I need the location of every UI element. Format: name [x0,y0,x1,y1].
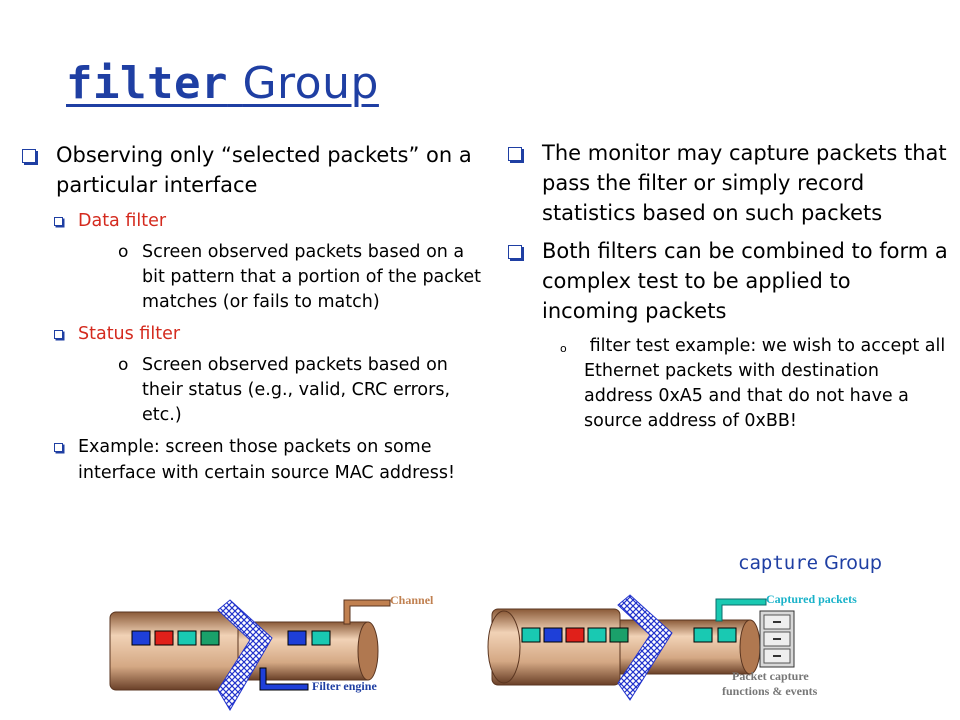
example-item [22,434,492,486]
small-square-bullet-icon [54,443,63,452]
file-cabinet-icon [760,611,794,667]
packet-icon [610,628,628,642]
packet-icon [155,631,173,645]
o-bullet-icon: o [118,355,129,375]
channel-label: Channel [390,593,434,607]
status-filter-description [22,353,492,428]
filter-test-example [508,334,951,434]
packet-icon [201,631,219,645]
packet-icon [694,628,712,642]
small-square-bullet-icon [54,330,63,339]
channel-arrow-icon [344,600,390,624]
capture-diagram [480,585,880,710]
packet-icon [522,628,540,642]
title-filter-keyword: filter [66,58,228,109]
left-column [22,140,492,492]
packet-icon [312,631,330,645]
o-bullet-icon: o [118,242,129,262]
filter-test-example-text: filter test example: we wish to accept all Ethernet packets with destination address 0xA5 and that do not have a source address of 0xBB! [584,336,951,431]
packet-icon [544,628,562,642]
right-bullet-monitor-text: The monitor may capture packets that pass the filter or simply record statistics based on such packets [542,141,947,225]
square-bullet-icon [508,147,522,161]
page-title [66,58,379,109]
right-column [508,138,951,434]
packet-icon [588,628,606,642]
example-text: Example: screen those packets on some interface with certain source MAC address! [78,437,455,483]
capture-functions-label-line1: Packet capture [732,669,809,683]
capture-pipe-mouth [488,611,520,683]
right-bullet-monitor [508,138,948,228]
right-bullet-combined [508,236,948,326]
capture-keyword: capture [738,552,819,574]
status-filter-item [22,321,492,347]
status-filter-label: Status filter [78,324,181,344]
packet-icon [288,631,306,645]
filter-engine-diagram [100,590,480,715]
left-bullet-observing [22,140,492,200]
status-filter-description-text: Screen observed packets based on their status (e.g., valid, CRC errors, etc.) [142,355,451,425]
capture-functions-label-line2: functions & events [722,684,818,698]
data-filter-label: Data filter [78,211,167,231]
large-pipe-section [110,612,238,690]
square-bullet-icon [22,149,36,163]
left-bullet-observing-text: Observing only “selected packets” on a particular interface [56,143,472,197]
packet-icon [566,628,584,642]
packet-icon [718,628,736,642]
packet-icon [178,631,196,645]
right-bullet-combined-text: Both filters can be combined to form a complex test to be applied to incoming packets [542,239,948,323]
packet-icon [132,631,150,645]
capture-group-word: Group [824,552,882,574]
filter-engine-label: Filter engine [312,679,377,693]
square-bullet-icon [508,245,522,259]
captured-arrow-icon [716,599,766,621]
title-group-word: Group [242,58,379,109]
pipe-end [358,622,378,680]
data-filter-item [22,208,492,234]
data-filter-description-text: Screen observed packets based on a bit pattern that a portion of the packet matches (or fails to match) [142,242,482,312]
o-bullet-icon: o [560,342,567,355]
data-filter-description [22,240,492,315]
small-square-bullet-icon [54,217,63,226]
capture-pipe-end [740,620,760,674]
capture-group-label [738,552,882,574]
captured-packets-label: Captured packets [766,592,857,606]
